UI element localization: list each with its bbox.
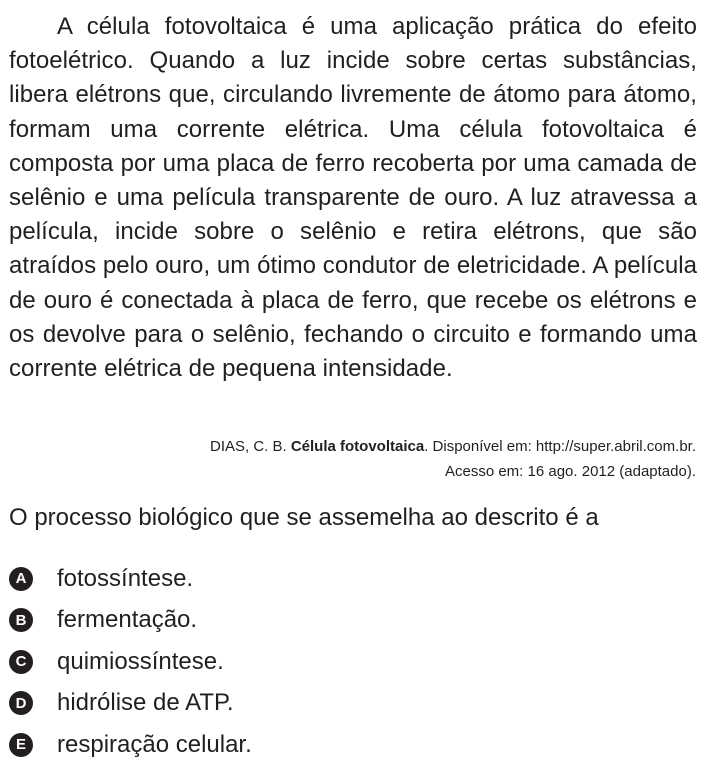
passage-text: A célula fotovoltaica é uma aplicação prática do efeito fotoelétrico. Quando a luz incide sobre certas substâncias, libera elétrons que, circulando livremente de átomo para átomo, formam uma corrente elétrica. Uma célula fotovoltaica é composta por uma placa de ferro recoberta por uma camada de selênio e uma película transparente de ouro. A luz atravessa a película, incide sobre o selênio e retira elétrons, que são atraídos pelo ouro, um ótimo condutor de eletricidade. A película de ouro é conectada à placa de ferro, que recebe os elétrons e os devolve para o selênio, fechando o circuito e formando uma corrente elétrica de pequena intensidade. xyxy=(9,13,697,383)
option-b[interactable] xyxy=(9,600,252,642)
citation-source: . Disponível em: http://super.abril.com.br. xyxy=(424,438,696,455)
option-e-letter-badge: E xyxy=(9,733,33,757)
option-b-letter-badge: B xyxy=(9,608,33,632)
citation xyxy=(96,434,696,484)
option-d-letter-badge: D xyxy=(9,691,33,715)
option-d-text: hidrólise de ATP. xyxy=(57,689,234,717)
option-c[interactable] xyxy=(9,641,252,683)
option-b-text: fermentação. xyxy=(57,606,198,634)
citation-reference-line xyxy=(96,434,696,459)
answer-options xyxy=(9,558,252,766)
option-a[interactable] xyxy=(9,558,252,600)
option-d[interactable] xyxy=(9,683,252,725)
citation-title: Célula fotovoltaica xyxy=(290,438,425,455)
option-e[interactable] xyxy=(9,724,252,766)
question-prompt: O processo biológico que se assemelha ao descrito é a xyxy=(9,504,599,531)
option-a-text: fotossíntese. xyxy=(57,564,194,592)
option-e-text: respiração celular. xyxy=(57,730,252,758)
option-c-letter-badge: C xyxy=(9,650,33,674)
citation-author: DIAS, C. B. xyxy=(209,438,291,455)
citation-access-date: Acesso em: 16 ago. 2012 (adaptado). xyxy=(444,463,696,480)
option-a-letter-badge: A xyxy=(9,567,33,591)
option-c-text: quimiossíntese. xyxy=(57,647,224,675)
